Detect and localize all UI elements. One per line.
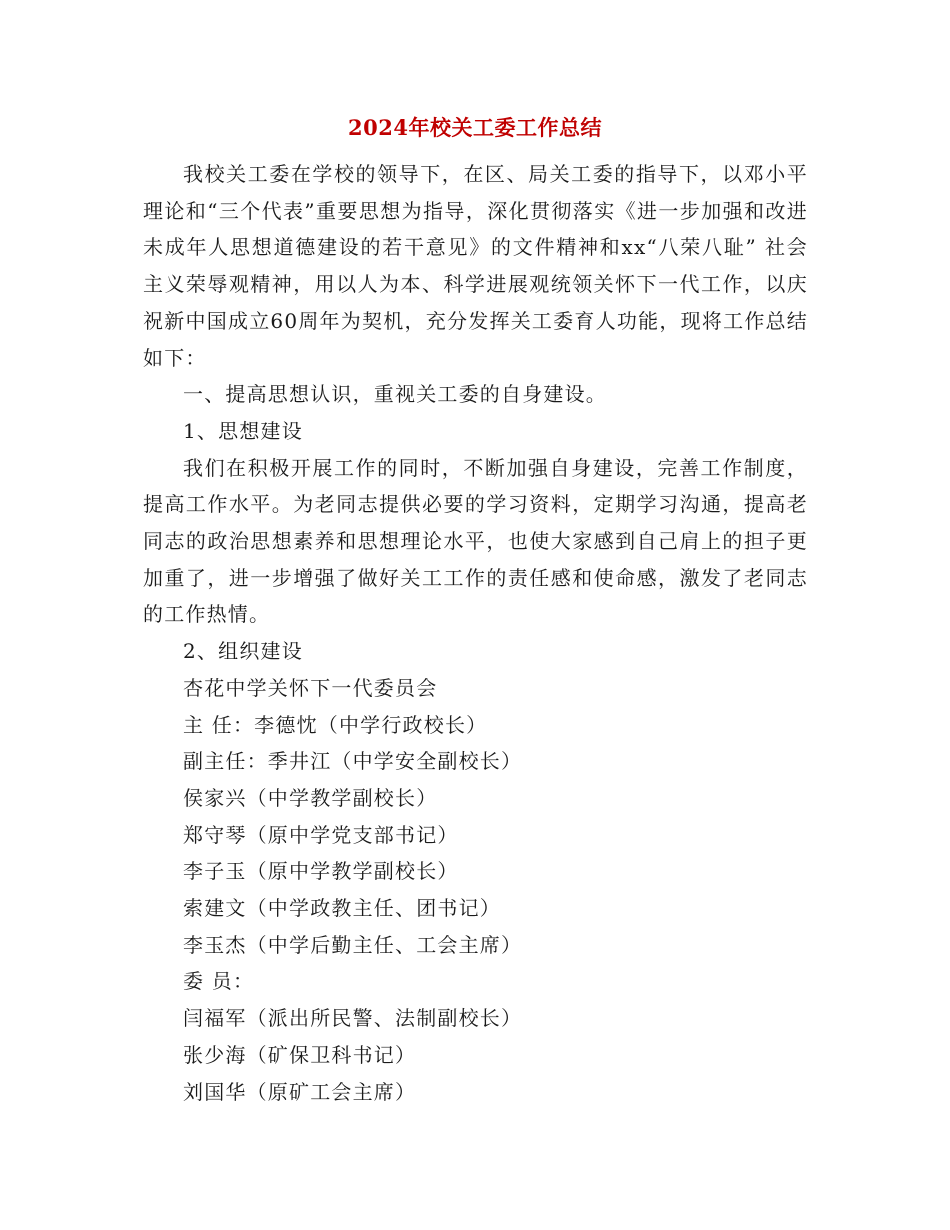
document-body: [143, 156, 808, 1110]
document-title: 2024年校关工委工作总结: [348, 115, 602, 140]
body-paragraph: 我们在积极开展工作的同时，不断加强自身建设，完善工作制度，提高工作水平。为老同志提供必要的学习资料，定期学习沟通，提高老同志的政治思想素养和思想理论水平，也使大家感到自己肩上的担子更加重了，进一步增强了做好关工工作的责任感和使命感，激发了老同志的工作热情。: [143, 455, 808, 627]
member-line: 侯家兴（中学教学副校长）: [183, 785, 438, 810]
subsection-heading: 2、组织建设: [183, 639, 303, 664]
intro-paragraph: 我校关工委在学校的领导下，在区、局关工委的指导下，以邓小平理论和“三个代表”重要思想为指导，深化贯彻落实《进一步加强和改进未成年人思想道德建设的若干意见》的文件精神和xx“八荣八耻” 社会主义荣辱观精神，用以人为本、科学进展观统领关怀下一代工作，以庆祝新中国成立60周年为契机，充分发挥关工委育人功能，现将工作总结如下：: [143, 162, 808, 370]
committee-name: 杏花中学关怀下一代委员会: [183, 675, 438, 700]
member-line: 张少海（矿保卫科书记）: [183, 1042, 417, 1067]
member-line: 副主任：季井江（中学安全副校长）: [183, 749, 523, 774]
member-line: 委 员：: [183, 969, 255, 994]
member-line: 刘国华（原矿工会主席）: [183, 1079, 417, 1104]
subsection-heading: 1、思想建设: [183, 418, 303, 443]
member-line: 主 任：李德忱（中学行政校长）: [183, 712, 488, 737]
section-heading: 一、提高思想认识，重视关工委的自身建设。: [183, 382, 607, 407]
member-line: 索建文（中学政教主任、团书记）: [183, 896, 501, 921]
member-line: 闫福军（派出所民警、法制副校长）: [183, 1006, 523, 1031]
member-line: 郑守琴（原中学党支部书记）: [183, 822, 459, 847]
member-line: 李子玉（原中学教学副校长）: [183, 859, 459, 884]
member-line: 李玉杰（中学后勤主任、工会主席）: [183, 932, 523, 957]
